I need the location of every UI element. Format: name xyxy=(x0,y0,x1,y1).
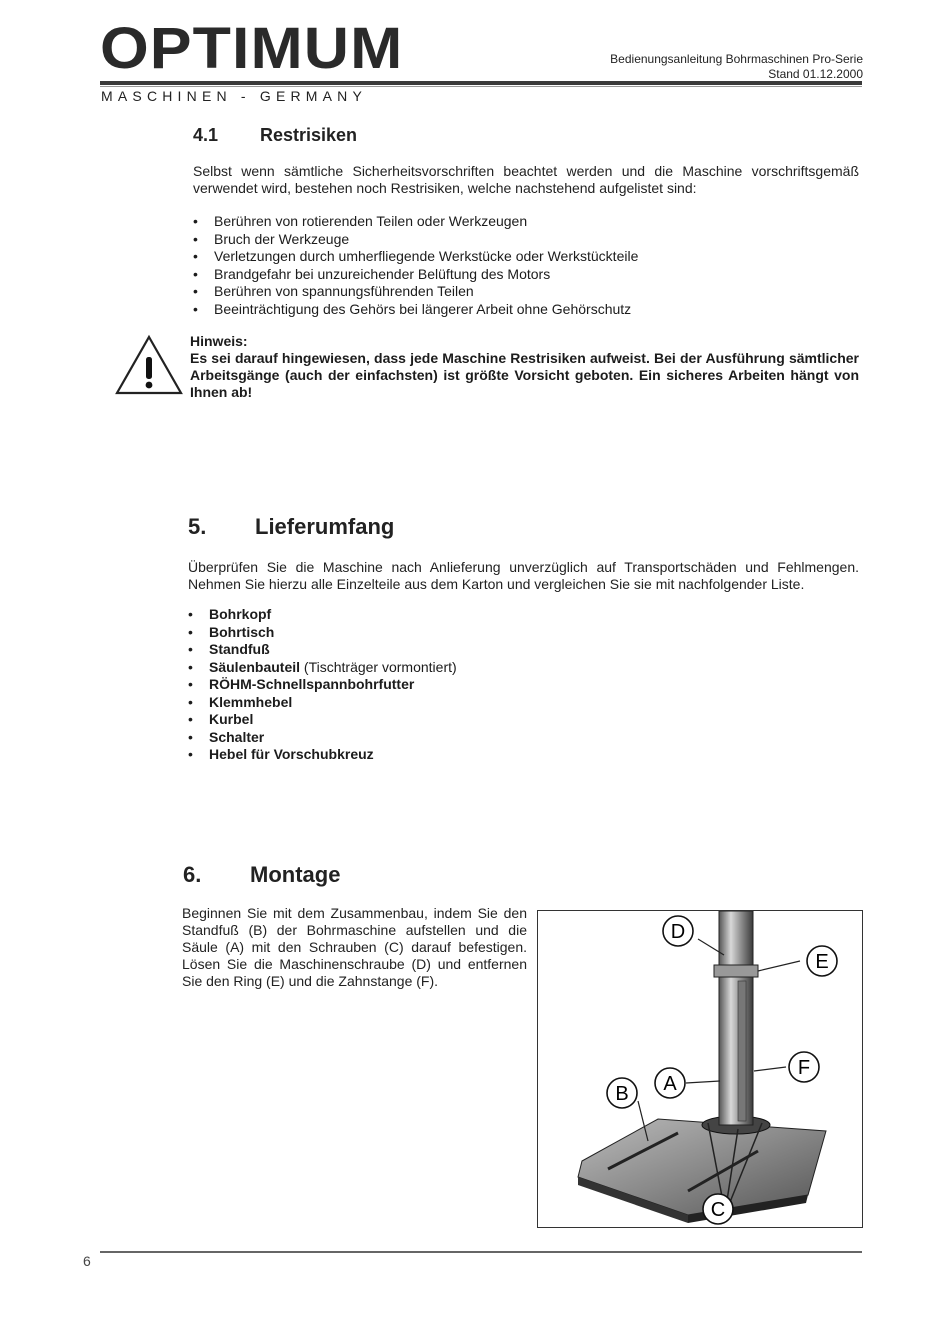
list-item: • Kurbel xyxy=(188,711,788,729)
list-item: • RÖHM-Schnellspannbohrfutter xyxy=(188,676,788,694)
document-date: Stand 01.12.2000 xyxy=(768,67,863,81)
section-title: Lieferumfang xyxy=(255,514,395,539)
list-item: • Beeinträchtigung des Gehörs bei längerer Arbeit ohne Gehörschutz xyxy=(193,301,853,319)
footer-rule xyxy=(100,1251,862,1253)
callout-b: B xyxy=(615,1083,629,1105)
section-6-heading xyxy=(183,862,340,888)
callout-f: F xyxy=(797,1057,811,1079)
section-6-text: Beginnen Sie mit dem Zusammenbau, indem Sie den Standfuß (B) der Bohrmaschine aufstellen und die Säule (A) mit den Schrauben (C) darauf befestigen. Lösen Sie die Maschinenschraube (D) und entfernen Sie den Ring (E) und die Zahnstange (F). xyxy=(182,905,527,989)
section-title: Montage xyxy=(250,862,341,887)
section-5-heading xyxy=(188,514,394,540)
section-4-1-intro: Selbst wenn sämtliche Sicherheitsvorschriften beachtet werden und die Maschine vorschriftsgemäß verwendet wird, bestehen noch Restrisiken, welche nachstehend aufgelistet sind: xyxy=(193,163,859,196)
brand-logo: OPTIMUM xyxy=(100,16,404,81)
callout-d: D xyxy=(670,921,686,943)
list-item: • Bohrkopf xyxy=(188,606,788,624)
header-rule-thin xyxy=(100,86,862,87)
list-item: • Brandgefahr bei unzureichender Belüftung des Motors xyxy=(193,266,853,284)
list-item: • Bohrtisch xyxy=(188,624,788,642)
header-rule xyxy=(100,81,862,85)
note-text: Es sei darauf hingewiesen, dass jede Maschine Restrisiken aufweist. Bei der Ausführung sämtlicher Arbeitsgänge (auch der einfachsten) ist größte Vorsicht geboten. Ein sicheres Arbeiten hängt von Ihnen ab! xyxy=(190,350,859,400)
list-item: • Hebel für Vorschubkreuz xyxy=(188,746,788,764)
delivery-list xyxy=(188,606,788,764)
list-item: • Bruch der Werkzeuge xyxy=(193,231,853,249)
list-item: • Standfuß xyxy=(188,641,788,659)
header-info xyxy=(610,52,863,82)
section-4-1-heading xyxy=(193,125,357,146)
section-title: Restrisiken xyxy=(260,125,358,145)
callout-a: A xyxy=(663,1073,677,1095)
drill-press-base-illustration xyxy=(538,911,862,1227)
list-item: • Klemmhebel xyxy=(188,694,788,712)
list-item: • Schalter xyxy=(188,729,788,747)
residual-risk-list xyxy=(193,213,853,318)
list-item: • Berühren von rotierenden Teilen oder Werkzeugen xyxy=(193,213,853,231)
section-5-intro: Überprüfen Sie die Maschine nach Anlieferung unverzüglich auf Transportschäden und Fehlmengen. Nehmen Sie hierzu alle Einzelteile aus dem Karton und vergleichen Sie sie mit nachfolgender Liste. xyxy=(188,559,859,592)
warning-triangle-icon xyxy=(114,333,184,397)
list-item: • Säulenbauteil (Tischträger vormontiert) xyxy=(188,659,788,677)
section-number: 5. xyxy=(188,514,207,539)
callout-e: E xyxy=(815,951,829,973)
page-number: 6 xyxy=(83,1253,91,1269)
document-title: Bedienungsanleitung Bohrmaschinen Pro-Serie xyxy=(610,52,863,66)
list-item: • Verletzungen durch umherfliegende Werkstücke oder Werkstückteile xyxy=(193,248,853,266)
assembly-figure xyxy=(537,910,863,1228)
section-number: 6. xyxy=(183,862,202,887)
note-title: Hinweis: xyxy=(190,333,248,349)
brand-subtitle: MASCHINEN - GERMANY xyxy=(101,88,368,104)
callout-c: C xyxy=(710,1199,726,1221)
section-number: 4.1 xyxy=(193,125,219,145)
list-item: • Berühren von spannungsführenden Teilen xyxy=(193,283,853,301)
